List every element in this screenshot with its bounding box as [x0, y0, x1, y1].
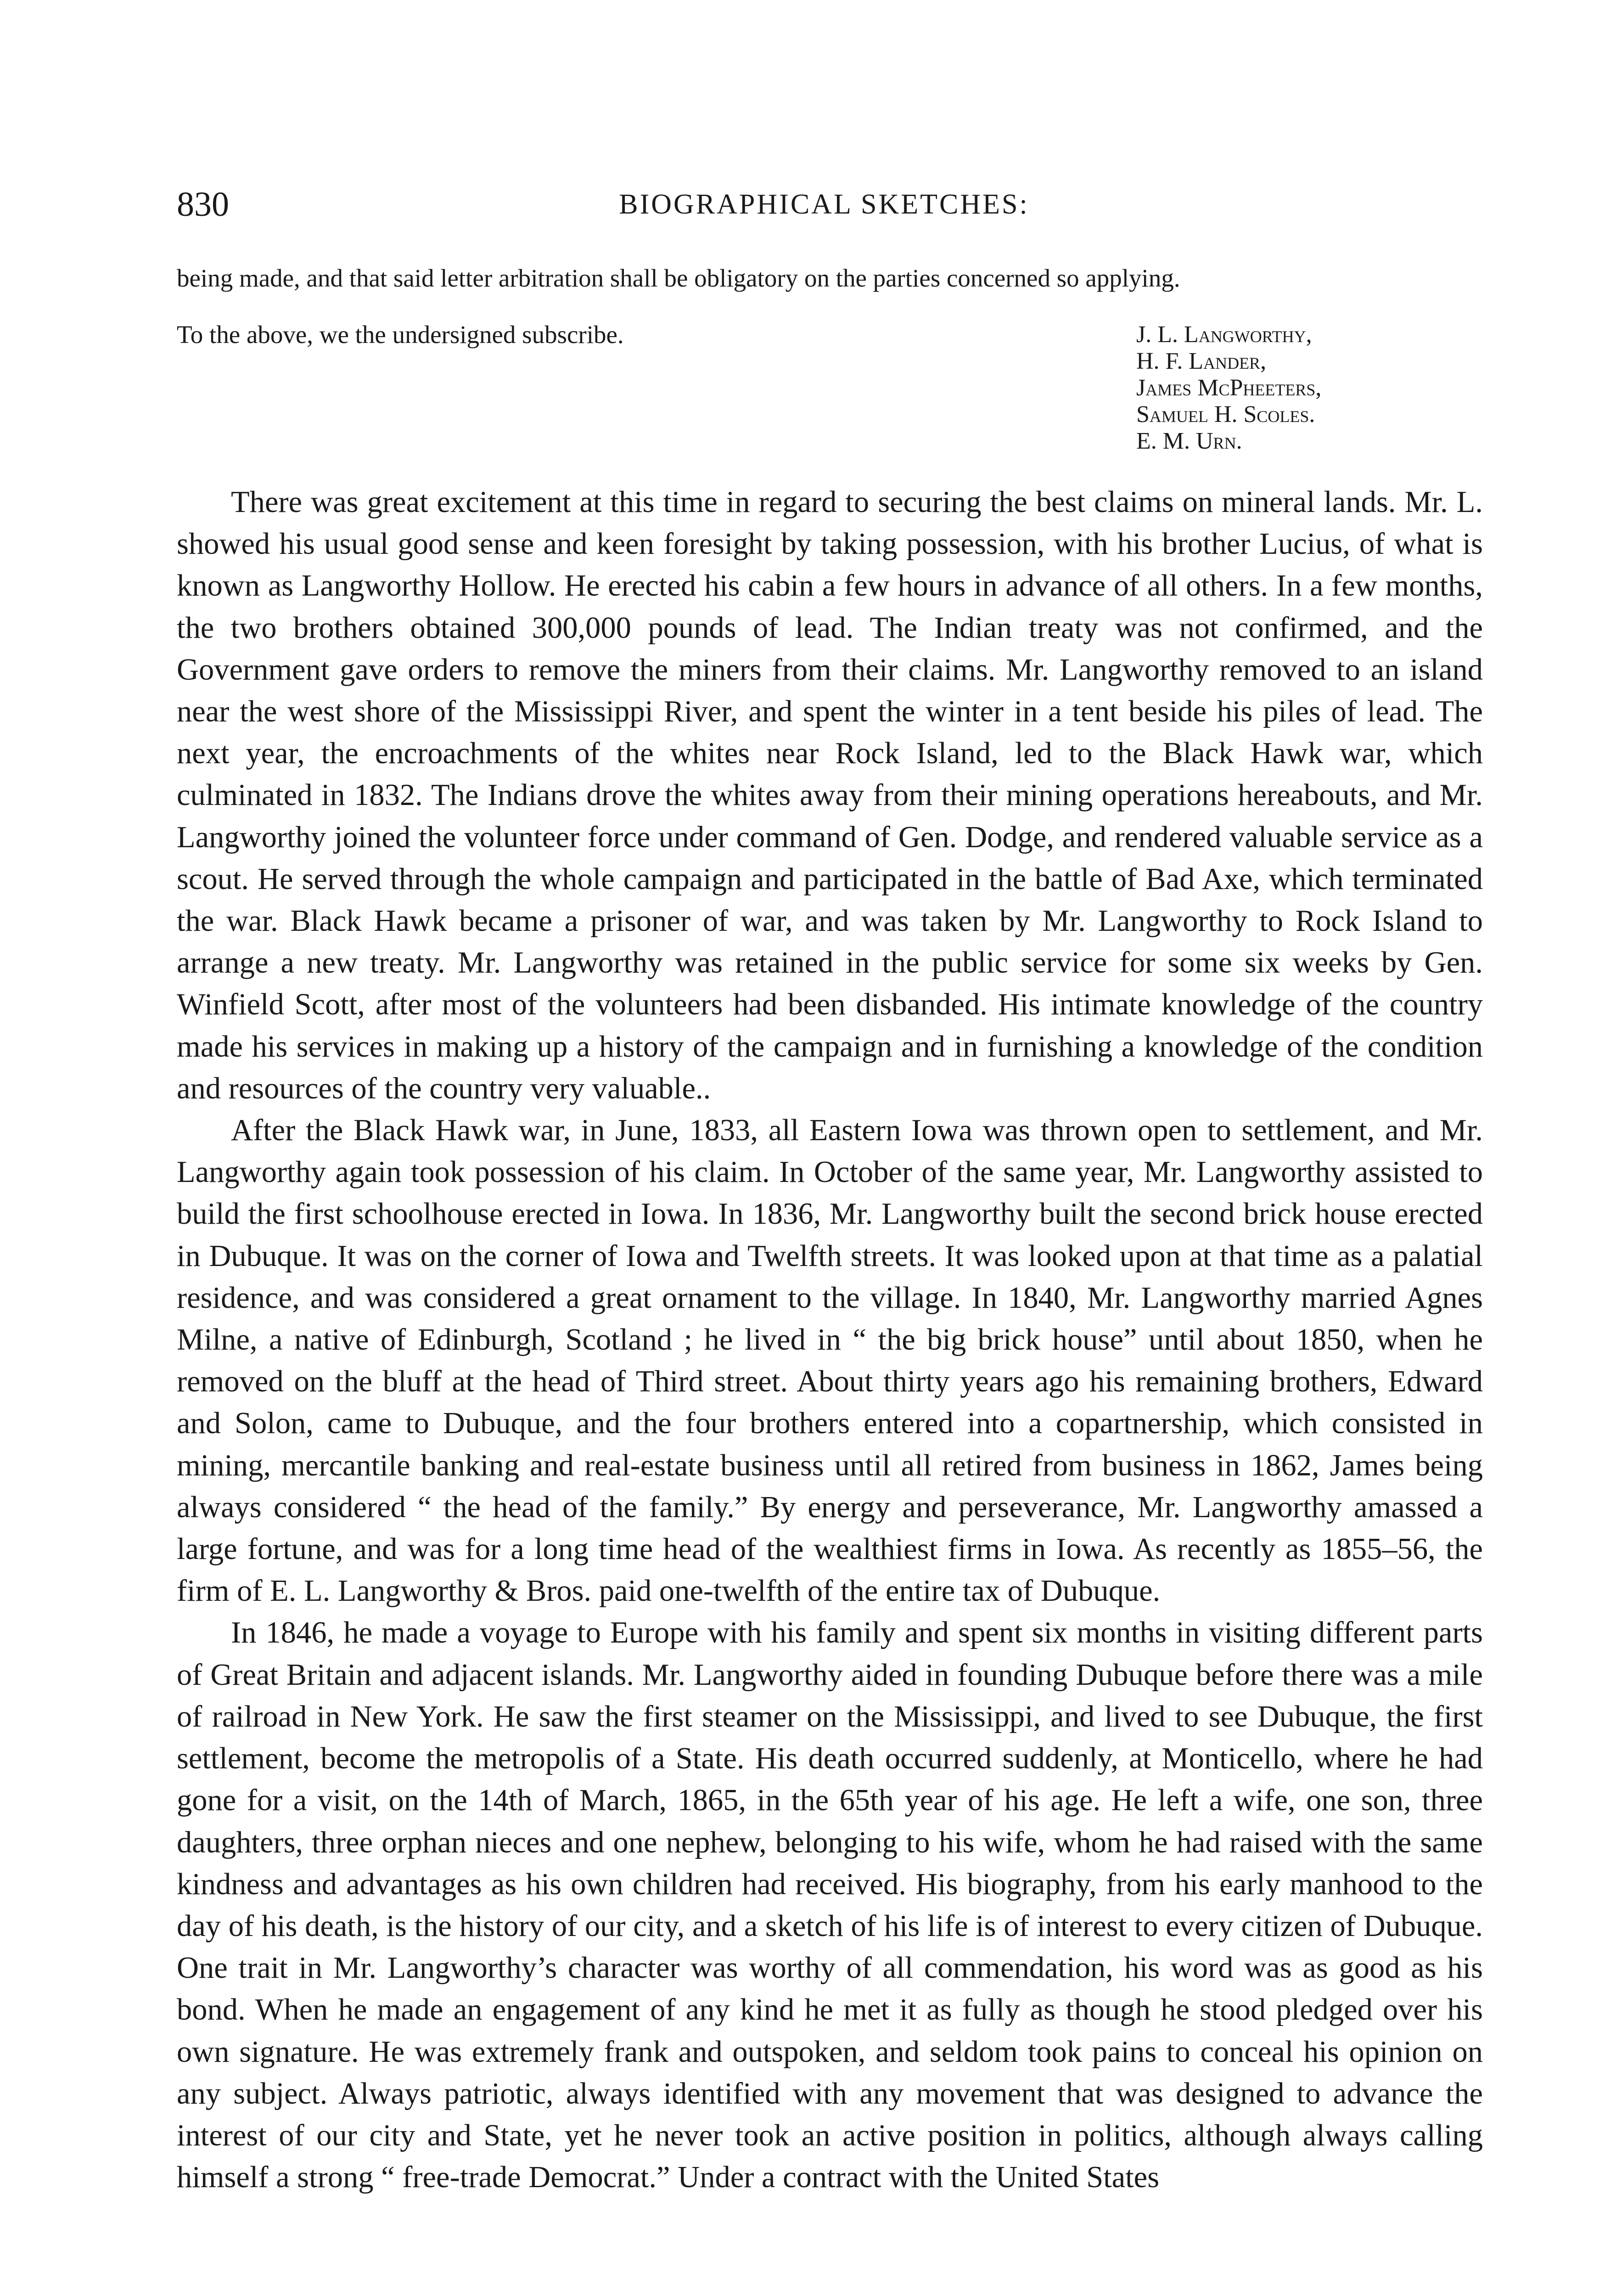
signatory: E. M. Urn.: [1136, 428, 1242, 454]
signatory-list: [1136, 321, 1485, 455]
signatory: H. F. Lander,: [1136, 348, 1267, 374]
running-head: [177, 181, 1471, 232]
running-title: BIOGRAPHICAL SKETCHES:: [619, 189, 1029, 220]
agreement-continuation: being made, and that said letter arbitration shall be obligatory on the parties concerned so applying.: [177, 264, 1180, 292]
subscription-line: To the above, we the undersigned subscribe.: [177, 321, 624, 349]
signatory: J. L. Langworthy,: [1136, 321, 1312, 348]
biography-text: [177, 481, 1483, 2198]
signatory: James McPheeters,: [1136, 375, 1322, 401]
body-paragraph: In 1846, he made a voyage to Europe with his family and spent six months in visiting different parts of Great Britain and adjacent islands. Mr. Langworthy aided in founding Dubuque before there was a mile of railroad in New York. He saw the first steamer on the Mississippi, and lived to see Dubuque, the first settlement, become the metropolis of a State. His death occurred suddenly, at Monticello, where he had gone for a visit, on the 14th of March, 1865, in the 65th year of his age. He left a wife, one son, three daughters, three orphan nieces and one nephew, belonging to his wife, whom he had raised with the same kindness and advantages as his own children had received. His biography, from his early manhood to the day of his death, is the history of our city, and a sketch of his life is of interest to every citizen of Dubuque. One trait in Mr. Langworthy’s character was worthy of all commendation, his word was as good as his bond. When he made an engagement of any kind he met it as fully as though he stood pledged over his own signature. He was extremely frank and outspoken, and seldom took pains to conceal his opinion on any subject. Always patriotic, always identified with any movement that was designed to advance the interest of our city and State, yet he never took an active position in politics, although always calling himself a strong “ free-trade Democrat.” Under a contract with the United States: [177, 1616, 1483, 2195]
body-paragraph: After the Black Hawk war, in June, 1833, all Eastern Iowa was thrown open to settlement, and Mr. Langworthy again took possession of his claim. In October of the same year, Mr. Langworthy assisted to build the first schoolhouse erected in Iowa. In 1836, Mr. Langworthy built the second brick house erected in Dubuque. It was on the corner of Iowa and Twelfth streets. It was looked upon at that time as a palatial residence, and was considered a great ornament to the village. In 1840, Mr. Langworthy married Agnes Milne, a native of Edinburgh, Scotland ; he lived in “ the big brick house” until about 1850, when he removed on the bluff at the head of Third street. About thirty years ago his remaining brothers, Edward and Solon, came to Dubuque, and the four brothers entered into a copartnership, which consisted in mining, mercantile banking and real-estate business until all retired from business in 1862, James being always considered “ the head of the family.” By energy and perseverance, Mr. Langworthy amassed a large fortune, and was for a long time head of the wealthiest firms in Iowa. As recently as 1855–56, the firm of E. L. Langworthy & Bros. paid one-twelfth of the entire tax of Dubuque.: [177, 1114, 1483, 1608]
signatory: Samuel H. Scoles.: [1136, 401, 1315, 428]
page-number: 830: [177, 185, 229, 224]
body-paragraph: There was great excitement at this time in regard to securing the best claims on mineral lands. Mr. L. showed his usual good sense and keen foresight by taking possession, with his brother Lucius, of what is known as Langworthy Hollow. He erected his cabin a few hours in advance of all others. In a few months, the two brothers obtained 300,000 pounds of lead. The Indian treaty was not confirmed, and the Government gave orders to remove the miners from their claims. Mr. Langworthy removed to an island near the west shore of the Mississippi River, and spent the winter in a tent beside his piles of lead. The next year, the encroachments of the whites near Rock Island, led to the Black Hawk war, which culminated in 1832. The Indians drove the whites away from their mining operations hereabouts, and Mr. Langworthy joined the volunteer force under command of Gen. Dodge, and rendered valuable service as a scout. He served through the whole campaign and participated in the battle of Bad Axe, which terminated the war. Black Hawk became a prisoner of war, and was taken by Mr. Langworthy to Rock Island to arrange a new treaty. Mr. Langworthy was retained in the public service for some six weeks by Gen. Winfield Scott, after most of the volunteers had been disbanded. His intimate knowledge of the country made his services in making up a history of the campaign and in furnishing a knowledge of the condition and resources of the country very valuable..: [177, 485, 1483, 1105]
